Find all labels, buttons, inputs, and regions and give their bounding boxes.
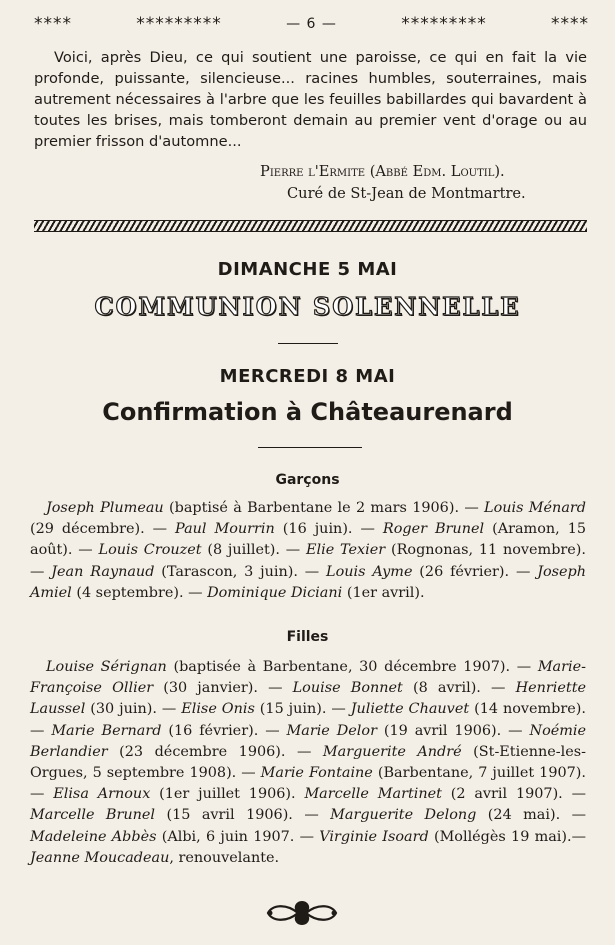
person-name: Noémie Berlandier [30,722,587,760]
person-detail: (24 mai). — [476,807,586,824]
person-name: Louise Bonnet [292,680,403,697]
person-detail: (8 avril). — [402,680,516,697]
person-name: Jeanne Moucadeau [30,849,170,866]
person-name: Marie Delor [286,722,377,739]
person-detail: , renouvelante. [169,849,280,866]
person-detail: (baptisé à Barbentane le 2 mars 1906). — [163,500,485,516]
person-detail: (Barbentane, 7 juillet 1907). — [30,765,586,803]
person-name: Jean Raynaud [51,563,155,580]
person-detail: (Rognonas, 11 novembre). — [30,542,586,580]
person-name: Marcelle Brunel [30,807,156,824]
person-name: Marie Fontaine [260,765,373,782]
short-divider-1 [278,343,338,344]
section-heading-garcons: Garçons [275,472,340,488]
header-stars-right-1: ********* [401,14,487,34]
person-detail: (1er juillet 1906). [150,786,305,803]
person-detail: (4 septembre). — [71,584,208,601]
person-name: Henriette Laussel [30,680,586,718]
person-detail: (Mollégès 19 mai).— [428,828,586,845]
person-detail: (15 juin). — [254,701,351,718]
event2-title: Confirmation à Châteaurenard [102,398,513,426]
person-name: Joseph Plumeau [46,500,164,516]
person-name: Paul Mourrin [175,521,275,538]
page-header [34,14,589,34]
person-detail: (15 avril 1906). — [155,807,331,824]
event2-date: MERCREDI 8 MAI [219,366,396,387]
person-detail: (23 décembre 1906). — [107,743,323,760]
header-stars-left-1: **** [34,14,72,34]
quote-paragraph: Voici, après Dieu, ce qui soutient une paroisse, ce qui en fait la vie profonde, puissante, silencieuse... racines humbles, souterraines, mais autrement nécessaires à l'arbre que les feuilles babillardes qui bavardent à toutes les brises, mais tomberont demain au premier vent d'orage ou au premier frisson d'automne... [34,49,587,150]
person-detail: (2 avril 1907). — [441,786,586,803]
person-name: Louis Ménard [484,500,586,516]
person-name: Joseph Amiel [30,563,587,601]
person-name: Louise Sérignan [46,659,167,675]
person-detail: (14 novembre). — [30,701,586,739]
header-stars-left-2: ********* [136,14,222,34]
person-detail: (Aramon, 15 août). — [30,521,587,559]
person-name: Roger Brunel [382,521,485,538]
event1-title: COMMUNION SOLENNELLE [94,292,521,321]
person-detail: (St-Etienne-les-Orgues, 5 septembre 1908). — [30,743,586,782]
person-detail: (8 juillet). — [201,542,306,559]
person-name: Juliette Chauvet [350,701,470,718]
person-name: Madeleine Abbès [30,828,157,845]
person-name: Elie Texier [305,542,386,559]
person-detail: (29 décembre). — [30,521,176,538]
person-name: Virginie Isoard [319,828,429,845]
person-name: Elise Onis [181,701,255,718]
person-detail: (30 juin). — [85,701,182,718]
person-detail: (1er avril). [342,584,425,601]
person-detail: (26 février). — [412,563,538,580]
person-name: Marguerite Delong [330,807,477,824]
person-detail: (baptisée à Barbentane, 30 décembre 1907). — [166,659,538,675]
person-name: Marcelle Martinet [304,786,442,803]
page-number: — 6 — [286,16,337,32]
person-detail: (19 avril 1906). — [376,722,530,739]
quote-author-title: Curé de St-Jean de Montmartre. [287,185,526,202]
filles-list [30,657,586,869]
event1-date: DIMANCHE 5 MAI [217,259,398,280]
garcons-list [30,498,586,604]
person-name: Marie Bernard [51,722,162,739]
person-detail: (30 janvier). — [153,680,293,697]
hatched-divider [34,220,587,232]
person-name: Marguerite André [322,743,462,760]
person-name: Marie-Françoise Ollier [30,659,586,697]
person-detail: (Albi, 6 juin 1907. — [156,828,320,845]
quote-author: Pierre l'Ermite (Abbé Edm. Loutil). [260,163,505,180]
short-divider-2 [258,447,362,448]
person-detail: (Tarascon, 3 juin). — [154,563,327,580]
fleuron-ornament-icon [262,895,342,931]
person-name: Louis Crouzet [98,542,202,559]
person-name: Dominique Diciani [207,584,343,601]
person-detail: (16 février). — [161,722,287,739]
section-heading-filles: Filles [286,629,329,645]
header-stars-right-2: **** [551,14,589,34]
person-name: Elisa Arnoux [53,786,151,803]
person-detail: (16 juin). — [274,521,383,538]
person-name: Louis Ayme [326,563,413,580]
